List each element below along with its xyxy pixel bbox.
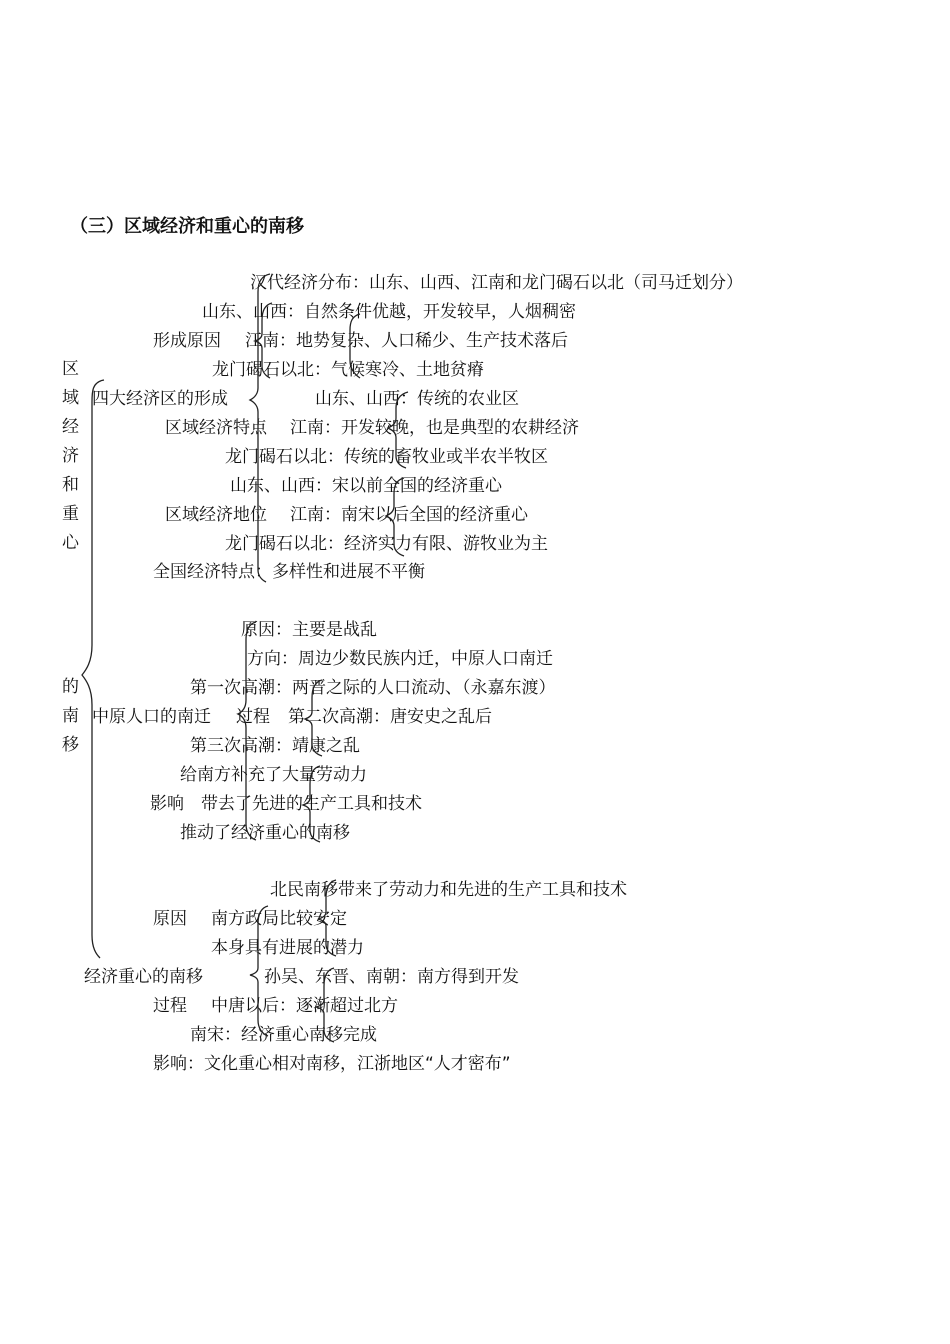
root-char: 和 <box>62 475 79 495</box>
migration-label: 中原人口的南迁 <box>92 707 211 727</box>
root-char: 移 <box>62 735 79 755</box>
section-heading: （三）区域经济和重心的南移 <box>70 216 304 237</box>
root-char: 的 <box>62 677 79 697</box>
root-char: 南 <box>62 706 79 726</box>
shift-process: 孙吴、东晋、南朝：南方得到开发 <box>264 967 519 987</box>
shift-process-label: 过程 <box>153 996 187 1016</box>
shift-process: 南宋：经济重心南移完成 <box>190 1025 377 1045</box>
status-item: 龙门碣石以北：经济实力有限、游牧业为主 <box>225 534 548 554</box>
impact-item: 给南方补充了大量劳动力 <box>180 765 367 785</box>
shift-impact: 影响：文化重心相对南移，江浙地区“人才密布” <box>153 1054 511 1074</box>
four-regions-label: 四大经济区的形成 <box>92 389 228 409</box>
cause-item: 龙门碣石以北：气候寒冷、土地贫瘠 <box>212 360 484 380</box>
migration-reason: 原因：主要是战乱 <box>241 620 377 640</box>
impact-label: 影响 <box>150 794 184 814</box>
feature-item: 龙门碣石以北：传统的畜牧业或半农半牧区 <box>225 447 548 467</box>
cause-item: 山东、山西：自然条件优越，开发较早，人烟稠密 <box>202 302 576 322</box>
root-char: 经 <box>62 417 79 437</box>
migration-wave: 第一次高潮：两晋之际的人口流动、（永嘉东渡） <box>190 678 556 698</box>
process-label: 过程 <box>236 707 270 727</box>
root-char: 心 <box>62 533 79 553</box>
root-char: 区 <box>62 359 79 379</box>
causes-label: 形成原因 <box>153 331 221 351</box>
feature-item: 山东、山西：传统的农业区 <box>315 389 519 409</box>
center-shift-label: 经济重心的南移 <box>84 967 203 987</box>
shift-process: 中唐以后：逐渐超过北方 <box>211 996 398 1016</box>
status-item: 江南：南宋以后全国的经济重心 <box>290 505 528 525</box>
shift-reason: 北民南移带来了劳动力和先进的生产工具和技术 <box>270 880 627 900</box>
root-char: 域 <box>62 388 79 408</box>
cause-item: 江南：地势复杂、人口稀少、生产技术落后 <box>245 331 568 351</box>
migration-direction: 方向：周边少数民族内迁，中原人口南迁 <box>247 649 553 669</box>
migration-wave: 第三次高潮：靖康之乱 <box>190 736 360 756</box>
feature-item: 江南：开发较晚，也是典型的农耕经济 <box>290 418 579 438</box>
national-feature: 全国经济特点：多样性和进展不平衡 <box>153 562 425 582</box>
han-distribution: 汉代经济分布：山东、山西、江南和龙门碣石以北（司马迁划分） <box>250 273 743 293</box>
status-label: 区域经济地位 <box>165 505 267 525</box>
root-char: 济 <box>62 446 79 466</box>
shift-reason: 南方政局比较安定 <box>211 909 347 929</box>
shift-reason-label: 原因 <box>153 909 187 929</box>
impact-item: 推动了经济重心的南移 <box>180 823 350 843</box>
root-char: 重 <box>62 504 79 524</box>
root-brace <box>82 380 104 958</box>
migration-wave: 第二次高潮：唐安史之乱后 <box>288 707 492 727</box>
features-label: 区域经济特点 <box>165 418 267 438</box>
impact-item: 带去了先进的生产工具和技术 <box>201 794 422 814</box>
shift-reason: 本身具有进展的潜力 <box>211 938 364 958</box>
status-item: 山东、山西：宋以前全国的经济重心 <box>230 476 502 496</box>
